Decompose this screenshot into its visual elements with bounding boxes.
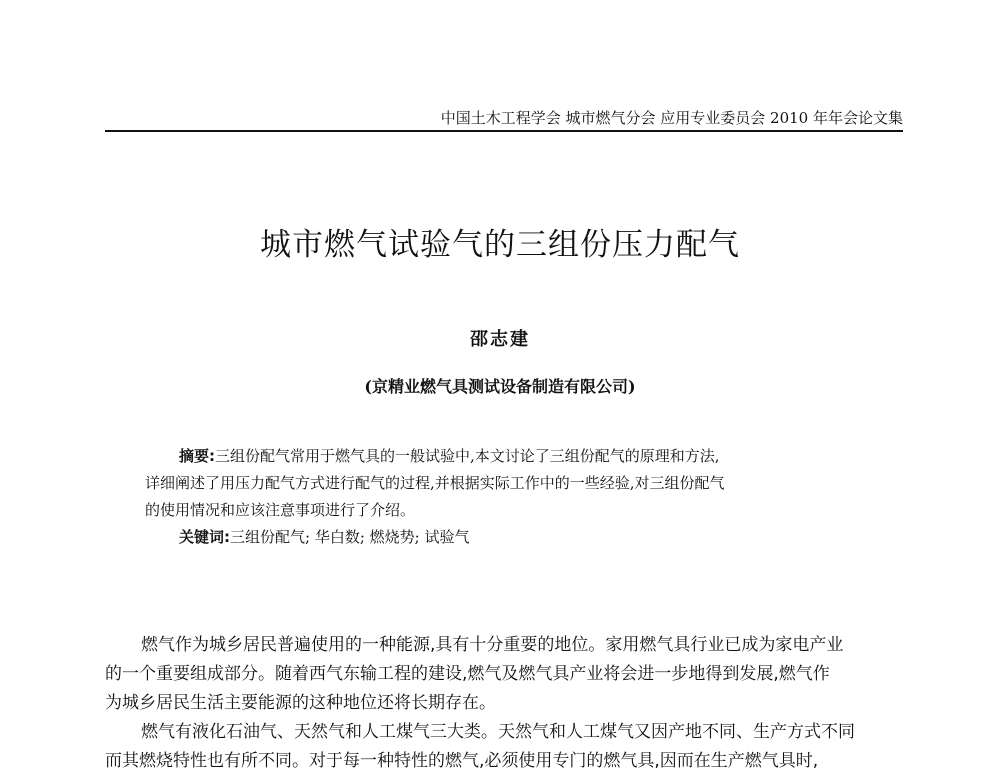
running-header: 中国土木工程学会 城市燃气分会 应用专业委员会 2010 年年会论文集 (440, 109, 903, 127)
keywords-text: 三组份配气; 华白数; 燃烧势; 试验气 (230, 528, 470, 546)
abstract-text: 三组份配气常用于燃气具的一般试验中,本文讨论了三组份配气的原理和方法, (215, 447, 720, 465)
keywords-label: 关键词: (179, 528, 230, 546)
abstract-block (145, 443, 865, 551)
body-text (105, 631, 905, 776)
body-line: 为城乡居民生活主要能源的这种地位还将长期存在。 (105, 693, 496, 713)
body-line: 的一个重要组成部分。随着西气东输工程的建设,燃气及燃气具产业将会进一步地得到发展,燃气作 (105, 664, 830, 684)
header-rule (105, 130, 903, 132)
body-line: 燃气有液化石油气、天然气和人工煤气三大类。天然气和人工煤气又因产地不同、生产方式不同 (141, 722, 855, 742)
abstract-line: 的使用情况和应该注意事项进行了介绍。 (145, 501, 416, 519)
keywords-line (145, 524, 865, 551)
body-line: 燃气作为城乡居民普遍使用的一种能源,具有十分重要的地位。家用燃气具行业已成为家电产业 (141, 635, 844, 655)
abstract-line (145, 443, 865, 470)
abstract-line: 详细阐述了用压力配气方式进行配气的过程,并根据实际工作中的一些经验,对三组份配气 (145, 474, 725, 492)
body-line: 而其燃烧特性也有所不同。对于每一种特性的燃气,必须使用专门的燃气具,因而在生产燃气具时, (105, 751, 819, 771)
author-name: 邵志建 (470, 329, 530, 350)
abstract-label: 摘要: (179, 447, 215, 465)
author-affiliation: (京精业燃气具测试设备制造有限公司) (364, 377, 636, 396)
paper-title: 城市燃气试验气的三组份压力配气 (260, 227, 740, 263)
